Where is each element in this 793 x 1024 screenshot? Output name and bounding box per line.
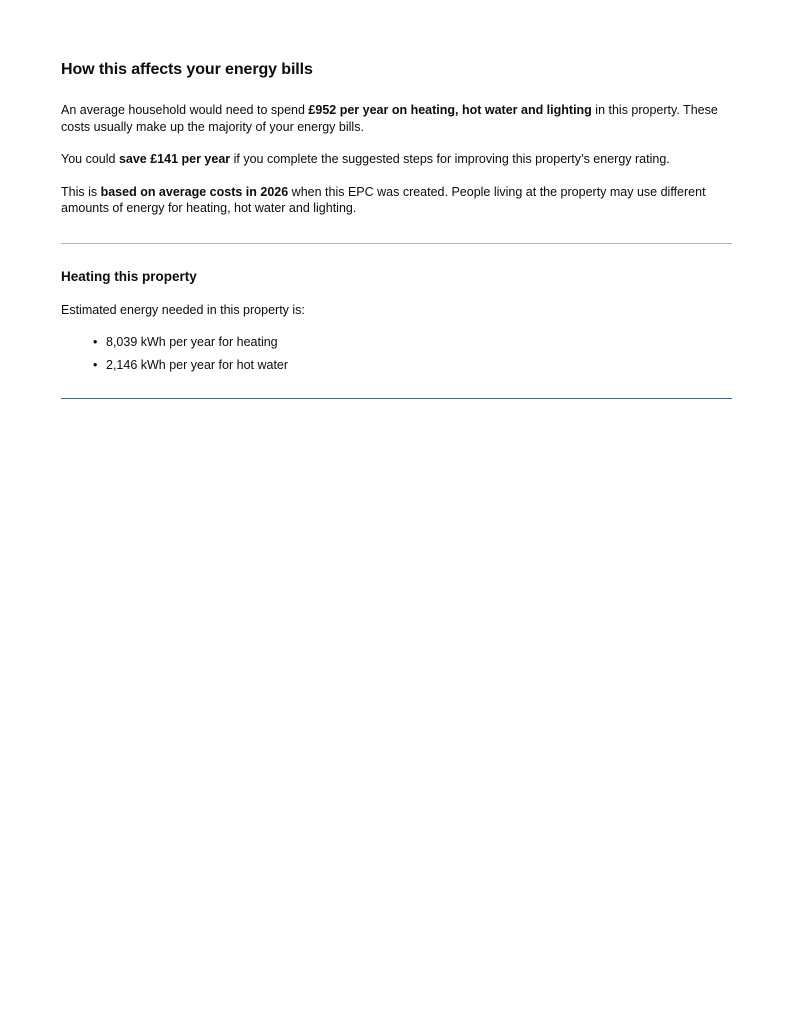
potential-saving-amount: save £141 per year — [118, 152, 231, 166]
average-spend-paragraph — [61, 102, 732, 135]
potential-saving-paragraph — [61, 151, 732, 168]
energy-bills-heading: How this affects your energy bills — [61, 61, 313, 78]
heating-property-heading: Heating this property — [61, 268, 197, 284]
section-divider-strong — [61, 398, 732, 399]
potential-saving-text-part-1: You could — [61, 152, 119, 166]
potential-saving-text-part-2: if you complete the suggested steps for improving this property’s energy rating. — [230, 152, 670, 166]
average-costs-text-part-2: when this EPC was created. People living at the property may use different amounts of energy for heating, hot water and lighting. — [61, 184, 706, 215]
list-item: • 8,039 kWh per year for heating — [106, 334, 732, 351]
average-costs-paragraph — [61, 184, 732, 217]
section-divider — [61, 243, 732, 244]
estimated-energy-intro: Estimated energy needed in this property is: — [61, 302, 305, 317]
page-content — [61, 60, 732, 399]
average-costs-basis: based on average costs in 2026 — [100, 184, 289, 199]
list-item: • 2,146 kWh per year for hot water — [106, 357, 732, 374]
average-costs-text-part-1: This is — [61, 184, 101, 199]
average-spend-text-part-2: in this property. These costs usually make up the majority of your energy bills. — [61, 103, 718, 134]
average-spend-amount: £952 per year on heating, hot water and lighting — [308, 103, 592, 117]
estimated-energy-list — [61, 334, 732, 374]
average-spend-text-part-1: An average household would need to spend — [61, 103, 309, 117]
